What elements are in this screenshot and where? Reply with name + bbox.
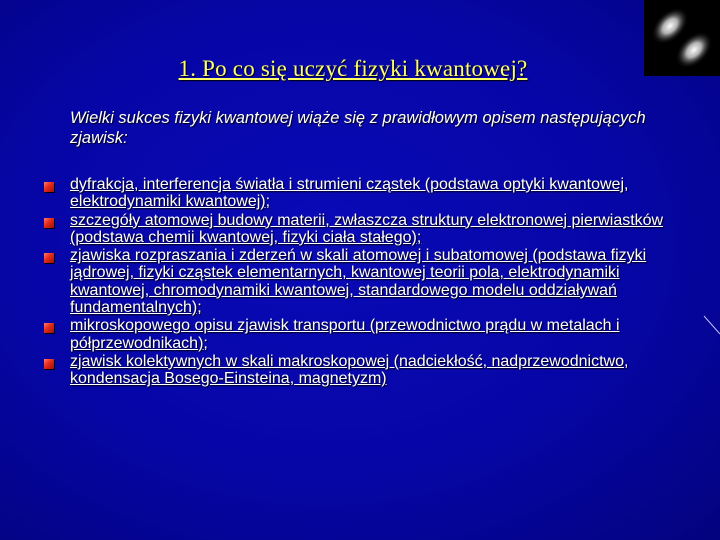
bullet-marker-icon	[44, 182, 54, 192]
bullet-item-scattering	[42, 247, 682, 316]
bullet-item-atomic-structure	[42, 212, 682, 247]
bullet-text: dyfrakcja, interferencja światła i strumieni cząstek (podstawa optyki kwantowej, elektrodynamiki kwantowej);	[70, 176, 629, 211]
intro-text: Wielki sukces fizyki kwantowej wiąże się z prawidłowym opisem następujących zjawisk:	[70, 109, 646, 147]
bullet-marker-icon	[44, 218, 54, 228]
bullet-text: mikroskopowego opisu zjawisk transportu (przewodnictwo prądu w metalach i półprzewodnikach);	[70, 317, 620, 352]
slide-title: 1. Po co się uczyć fizyki kwantowej?	[178, 56, 528, 81]
bullet-item-transport	[42, 317, 682, 352]
bullet-marker-icon	[44, 323, 54, 333]
bullet-list	[42, 176, 682, 388]
bullet-item-collective	[42, 353, 682, 388]
bullet-marker-icon	[44, 253, 54, 263]
bullet-text: zjawiska rozpraszania i zderzeń w skali atomowej i subatomowej (podstawa fizyki jądrowej, fizyki cząstek elementarnych, kwantowej teorii pola, elektrodynamiki kwantowej, chromodynamiki kwantowej, standardowego modelu oddziaływań fundamentalnych);	[70, 247, 647, 317]
bullet-item-diffraction	[42, 176, 682, 211]
bullet-text: szczegóły atomowej budowy materii, zwłaszcza struktury elektronowej pierwiastków (podstawa chemii kwantowej, fizyki ciała stałego);	[70, 211, 664, 246]
bullet-marker-icon	[44, 359, 54, 369]
bullet-text: zjawisk kolektywnych w skali makroskopowej (nadciekłość, nadprzewodnictwo, kondensacja Bosego-Einsteina, magnetyzm)	[70, 352, 629, 388]
